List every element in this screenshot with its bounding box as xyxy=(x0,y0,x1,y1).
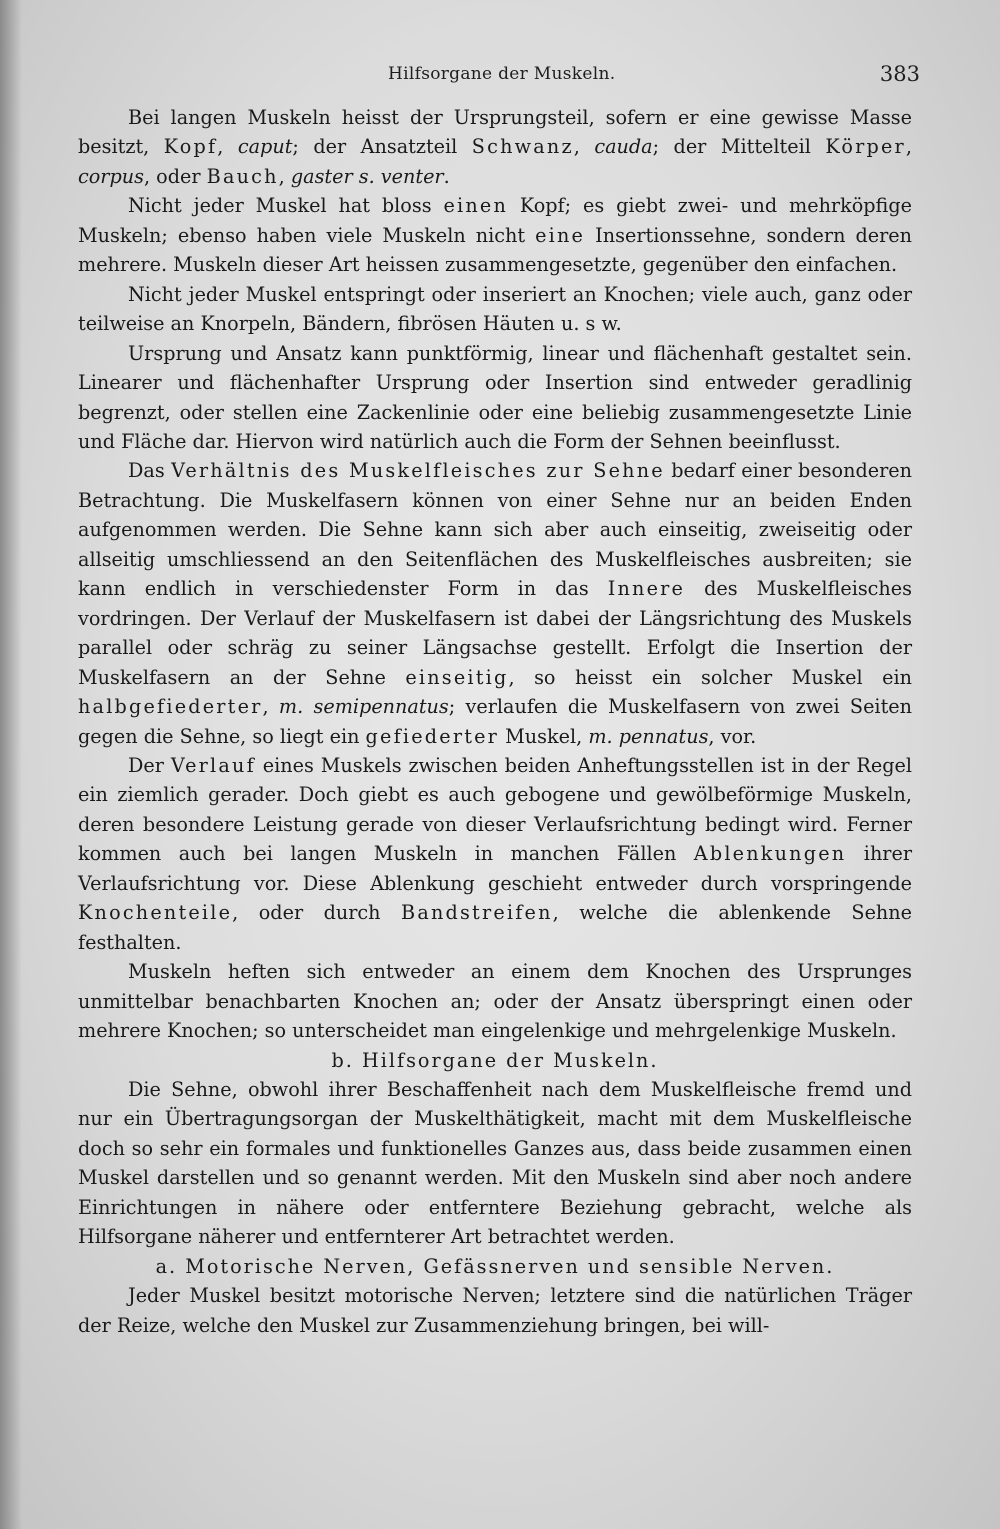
running-title: Hilfsorgane der Muskeln. xyxy=(388,64,616,84)
spaced-emphasis: einseitig xyxy=(405,665,509,689)
paragraph xyxy=(78,456,912,751)
spaced-emphasis: Verhältnis des Muskelfleisches zur Sehne xyxy=(171,459,665,483)
text-run: bedarf einer besonderen Betrachtung. Die Muskelfasern können von einer Sehne nur an beiden Enden aufgenommen werden. Die Sehne kann sich aber auch einseitig, zweiseitig oder allseitig umschliessend an den Seitenflächen des Muskelfleisches ausbreiten; sie kann endlich in verschiedenster Form in das xyxy=(78,459,912,601)
text-run: eines Muskels zwischen beiden Anheftungsstellen ist in der Regel ein ziemlich gerader. Doch giebt es auch gebogene und gewölbeförmige Muskeln, deren besondere Leistung gerade von dieser Verlaufsrichtung bedingt wird. Ferner kommen auch bei langen Muskeln in manchen Fällen xyxy=(78,753,912,866)
paragraph xyxy=(78,339,912,457)
spaced-emphasis: Bandstreifen xyxy=(401,901,553,925)
text-run: , oder xyxy=(143,164,207,188)
text-run: Das xyxy=(128,459,172,483)
text-run: , oder durch xyxy=(232,901,402,925)
body-text xyxy=(78,103,912,1340)
text-run: des Muskelfleisches vordringen. Der Verlauf der Muskelfasern ist dabei der Längsrichtung des Muskels parallel oder schräg zu seiner Längsachse gestellt. Erfolgt die Insertion der Muskelfasern an der Sehne xyxy=(78,577,912,689)
text-run: , so heisst ein solcher Muskel ein xyxy=(508,665,912,689)
italic-term: m. pennatus xyxy=(588,724,709,748)
spaced-emphasis: Knochenteile xyxy=(78,901,233,925)
paragraph-group-subsection xyxy=(78,1281,912,1340)
text-run: ; der Ansatzteil xyxy=(292,135,472,159)
spaced-emphasis: gefiederter xyxy=(365,724,500,748)
text-run: Insertionssehne, sondern deren mehrere. Muskeln dieser Art heissen zusammengesetzte, gegenüber den einfachen. xyxy=(78,223,913,277)
spaced-emphasis: einen xyxy=(443,194,508,218)
text-run: Ursprung und Ansatz kann punktförmig, linear und flächenhaft gestaltet sein. Linearer und flächenhafter Ursprung oder Insertion sind entweder geradlinig begrenzt, oder stellen eine Zackenlinie oder eine beliebig zusammengesetzte Linie und Fläche dar. Hiervon wird natürlich auch die Form der Sehnen beeinflusst. xyxy=(78,341,912,453)
text-run: , xyxy=(905,135,913,159)
spaced-emphasis: Schwanz xyxy=(471,135,574,159)
text-run: , xyxy=(573,135,595,159)
page-number: 383 xyxy=(879,62,920,86)
text-run: Jeder Muskel besitzt motorische Nerven; letztere sind die natürlichen Träger der Reize, welche den Muskel zur Zusammenziehung bringen, bei will- xyxy=(78,1284,912,1337)
section-heading: b. Hilfsorgane der Muskeln. xyxy=(331,1048,659,1072)
paragraph xyxy=(78,1281,912,1340)
spaced-emphasis: Kopf xyxy=(163,135,218,159)
spaced-emphasis: Verlauf xyxy=(170,753,256,777)
italic-term: m. semipennatus xyxy=(278,695,449,719)
paragraph-group-main xyxy=(78,103,912,1046)
text-run: Muskeln heften sich entweder an einem dem Knochen des Ursprunges unmittelbar benachbarten Knochen an; oder der Ansatz überspringt einen oder mehrere Knochen; so unterscheidet man eingelenkige und mehrgelenkige Muskeln. xyxy=(78,960,912,1043)
paragraph xyxy=(78,751,912,957)
spaced-emphasis: eine xyxy=(535,223,586,247)
text-run: , xyxy=(278,164,291,188)
text-run: ; der Mittelteil xyxy=(652,135,826,159)
text-run: , xyxy=(262,695,279,719)
italic-term: gaster s. venter xyxy=(290,164,444,188)
text-run: , welche die ablenkende Sehne festhalten. xyxy=(78,901,912,954)
italic-term: caput xyxy=(237,135,293,159)
subsection-heading: a. Motorische Nerven, Gefässnerven und sensible Nerven. xyxy=(155,1254,835,1278)
text-run: ; verlaufen die Muskelfasern von zwei Seiten gegen die Sehne, so liegt ein xyxy=(78,695,912,748)
italic-term: corpus xyxy=(78,164,144,188)
paragraph xyxy=(78,1075,912,1252)
paragraph xyxy=(78,103,912,191)
text-run: Kopf; es giebt zwei- und mehrköpfige Muskeln; ebenso haben viele Muskeln nicht xyxy=(78,194,912,247)
text-run: Der xyxy=(128,753,171,777)
running-head xyxy=(78,58,920,92)
text-run: Bei langen Muskeln heisst der Ursprungsteil, sofern er eine gewisse Masse besitzt, xyxy=(78,106,912,159)
text-run: Nicht jeder Muskel hat bloss xyxy=(128,194,444,218)
paragraph xyxy=(78,957,912,1045)
italic-term: cauda xyxy=(594,135,653,159)
text-run: . xyxy=(443,164,450,188)
text-run: , xyxy=(217,135,238,159)
spaced-emphasis: Ablenkungen xyxy=(693,842,847,866)
paragraph xyxy=(78,280,912,339)
spaced-emphasis: Bauch xyxy=(206,164,279,188)
spaced-emphasis: Körper xyxy=(825,135,906,159)
spaced-emphasis: Innere xyxy=(607,577,686,601)
text-run: , vor. xyxy=(708,724,757,748)
text-run: Nicht jeder Muskel entspringt oder inseriert an Knochen; viele auch, ganz oder teilweise an Knorpeln, Bändern, fibrösen Häuten u. s w. xyxy=(78,282,912,336)
paragraph xyxy=(78,191,912,279)
text-run: Muskel, xyxy=(499,724,589,748)
text-run: ihrer Verlaufsrichtung vor. Diese Ablenkung geschieht entweder durch vorspringende xyxy=(78,842,913,895)
paragraph-group-section xyxy=(78,1075,912,1252)
spaced-emphasis: halbgefiederter xyxy=(78,695,263,719)
text-run: Die Sehne, obwohl ihrer Beschaffenheit nach dem Muskelfleische fremd und nur ein Übertragungsorgan der Muskelthätigkeit, macht mit dem Muskelfleische doch so sehr ein formales und funktionelles Ganzes aus, dass beide zusammen einen Muskel darstellen und so genannt werden. Mit den Muskeln sind aber noch andere Einrichtungen in nähere oder entferntere Beziehung gebracht, welche als Hilfsorgane näherer und entfernterer Art betrachtet werden. xyxy=(78,1077,912,1249)
